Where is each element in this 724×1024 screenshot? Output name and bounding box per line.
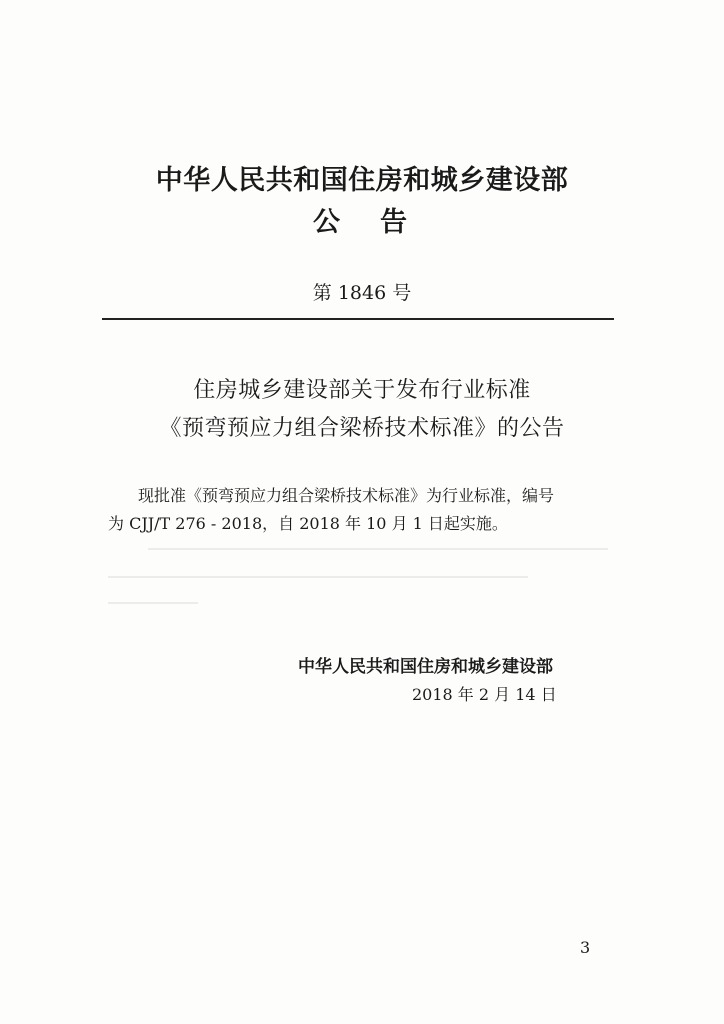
header-divider: [102, 318, 614, 320]
notice-number: 第 1846 号: [312, 282, 412, 304]
issuing-organization-title: 中华人民共和国住房和城乡建设部: [155, 165, 569, 196]
notice-body: [108, 482, 616, 538]
body-line-1: 现批准《预弯预应力组合梁桥技术标准》为行业标准，编号: [138, 486, 555, 505]
subject-line-1: 住房城乡建设部关于发布行业标准: [193, 378, 531, 403]
body-line-2: 为 CJJ/T 276 - 2018，自 2018 年 10 月 1 日起实施。: [108, 514, 508, 533]
bleed-through-text: [108, 540, 608, 610]
bleed-line: [108, 576, 528, 578]
signature-date: 2018 年 2 月 14 日: [412, 685, 557, 704]
notice-subject: [0, 372, 724, 448]
bleed-line: [108, 602, 198, 604]
page-number: 3: [580, 938, 591, 957]
signature-organization: 中华人民共和国住房和城乡建设部: [298, 657, 553, 677]
notice-heading: 公告: [313, 207, 447, 238]
bleed-line: [148, 548, 608, 550]
subject-line-2: 《预弯预应力组合梁桥技术标准》的公告: [159, 416, 565, 441]
